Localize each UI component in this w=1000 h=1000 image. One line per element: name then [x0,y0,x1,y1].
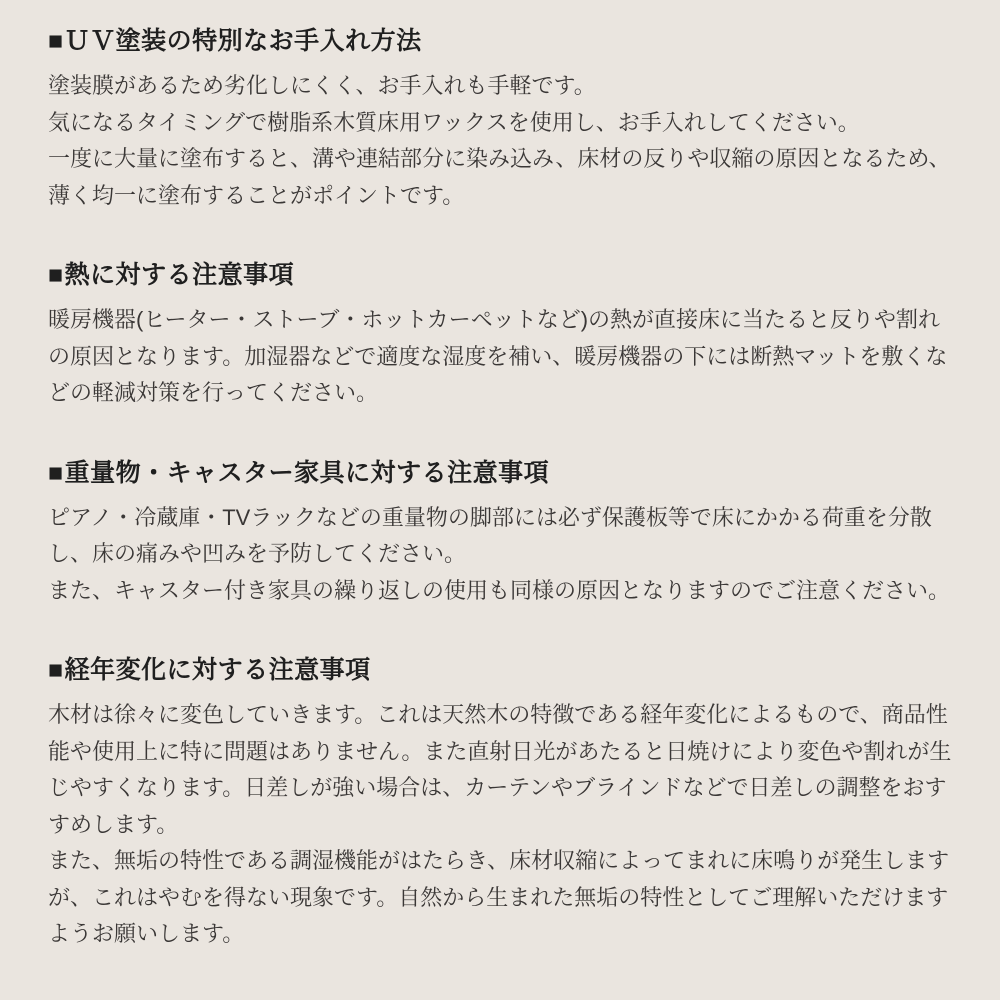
paragraph: 木材は徐々に変色していきます。これは天然木の特徴である経年変化によるもので、商品性能や使用上に特に問題はありません。また直射日光があたると日焼けにより変色や割れが生じやすくなります。日差しが強い場合は、カーテンやブラインドなどで日差しの調整をおすすめします。 [48,702,952,837]
section-heading [48,655,952,685]
section-aging-change-caution [48,655,952,953]
paragraph: 一度に大量に塗布すると、溝や連結部分に染み込み、床材の反りや収縮の原因となるため、薄く均一に塗布することがポイントです。 [48,146,951,208]
section-heading [48,26,952,56]
paragraph: また、無垢の特性である調湿機能がはたらき、床材収縮によってまれに床鳴りが発生しますが、これはやむを得ない現象です。自然から生まれた無垢の特性としてご理解いただけますようお願いします。 [48,848,950,946]
section-bullet-icon: ■ [48,656,64,684]
paragraph: 気になるタイミングで樹脂系木質床用ワックスを使用し、お手入れしてください。 [48,109,860,135]
paragraph: 暖房機器(ヒーター・ストーブ・ホットカーペットなど)の熱が直接床に当たると反りや割れの原因となります。加湿器などで適度な湿度を補い、暖房機器の下には断熱マットを敷くなどの軽減対策を行ってください。 [48,307,948,405]
section-heading-text: 重量物・キャスター家具に対する注意事項 [64,458,550,487]
section-heading [48,260,952,290]
section-heading-text: 熱に対する注意事項 [64,261,295,289]
section-bullet-icon: ■ [48,458,64,487]
section-heavy-furniture-caution [48,458,952,610]
paragraph: また、キャスター付き家具の繰り返しの使用も同様の原因となりますのでご注意ください。 [48,577,951,603]
paragraph: ピアノ・冷蔵庫・TVラックなどの重量物の脚部には必ず保護板等で床にかかる荷重を分散し、床の痛みや凹みを予防してください。 [48,504,932,566]
section-heat-caution [48,260,952,412]
section-bullet-icon: ■ [48,261,64,289]
section-bullet-icon: ■ [48,27,64,55]
section-uv-coating-care [48,26,952,214]
section-heading-text: 経年変化に対する注意事項 [64,656,371,684]
section-heading-text: ＵＶ塗装の特別なお手入れ方法 [64,27,422,55]
paragraph: 塗装膜があるため劣化しにくく、お手入れも手軽です。 [48,73,596,98]
section-heading [48,458,952,488]
